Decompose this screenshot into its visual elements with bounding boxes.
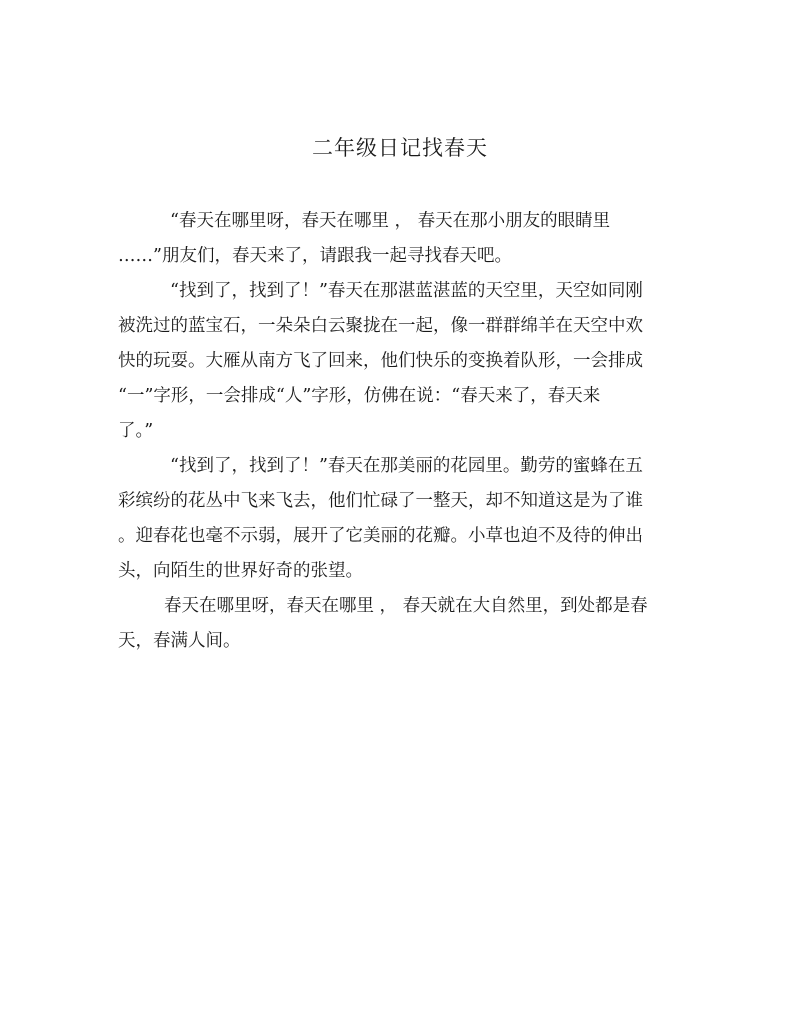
paragraph-4 (118, 589, 682, 659)
paragraph-line: “找到了，找到了！”春天在那美丽的花园里。勤劳的蜜蜂在五 (170, 456, 643, 476)
document-title: 二年级日记找春天 (312, 136, 488, 160)
paragraph-line: “春天在哪里呀，春天在哪里 ， 春天在那小朋友的眼睛里 (170, 211, 611, 231)
paragraph-line: “一”字形，一会排成“人”字形，仿佛在说：“春天来了，春天来 (118, 386, 601, 406)
paragraph-line: 彩缤纷的花丛中飞来飞去，他们忙碌了一整天，却不知道这是为了谁 (118, 491, 643, 511)
paragraph-3 (118, 449, 682, 589)
paragraph-line: 天，春满人间。 (118, 631, 241, 651)
paragraph-2 (118, 274, 682, 449)
paragraph-line: 头，向陌生的世界好奇的张望。 (118, 561, 363, 581)
paragraph-line: 了。” (118, 421, 154, 441)
paragraph-line: 快的玩耍。大雁从南方飞了回来，他们快乐的变换着队形，一会排成 (118, 351, 643, 371)
paragraph-1 (118, 204, 682, 274)
paragraph-line: “找到了，找到了！”春天在那湛蓝湛蓝的天空里，天空如同刚 (170, 281, 643, 301)
paragraph-line: 春天在哪里呀，春天在哪里 ， 春天就在大自然里，到处都是春 (164, 596, 648, 616)
paragraph-line: ……”朋友们，春天来了，请跟我一起寻找春天吧。 (118, 246, 512, 266)
paragraph-line: 被洗过的蓝宝石，一朵朵白云聚拢在一起，像一群群绵羊在天空中欢 (118, 316, 643, 336)
document-body (118, 204, 682, 659)
paragraph-line: 。迎春花也毫不示弱，展开了它美丽的花瓣。小草也迫不及待的伸出 (118, 526, 643, 546)
